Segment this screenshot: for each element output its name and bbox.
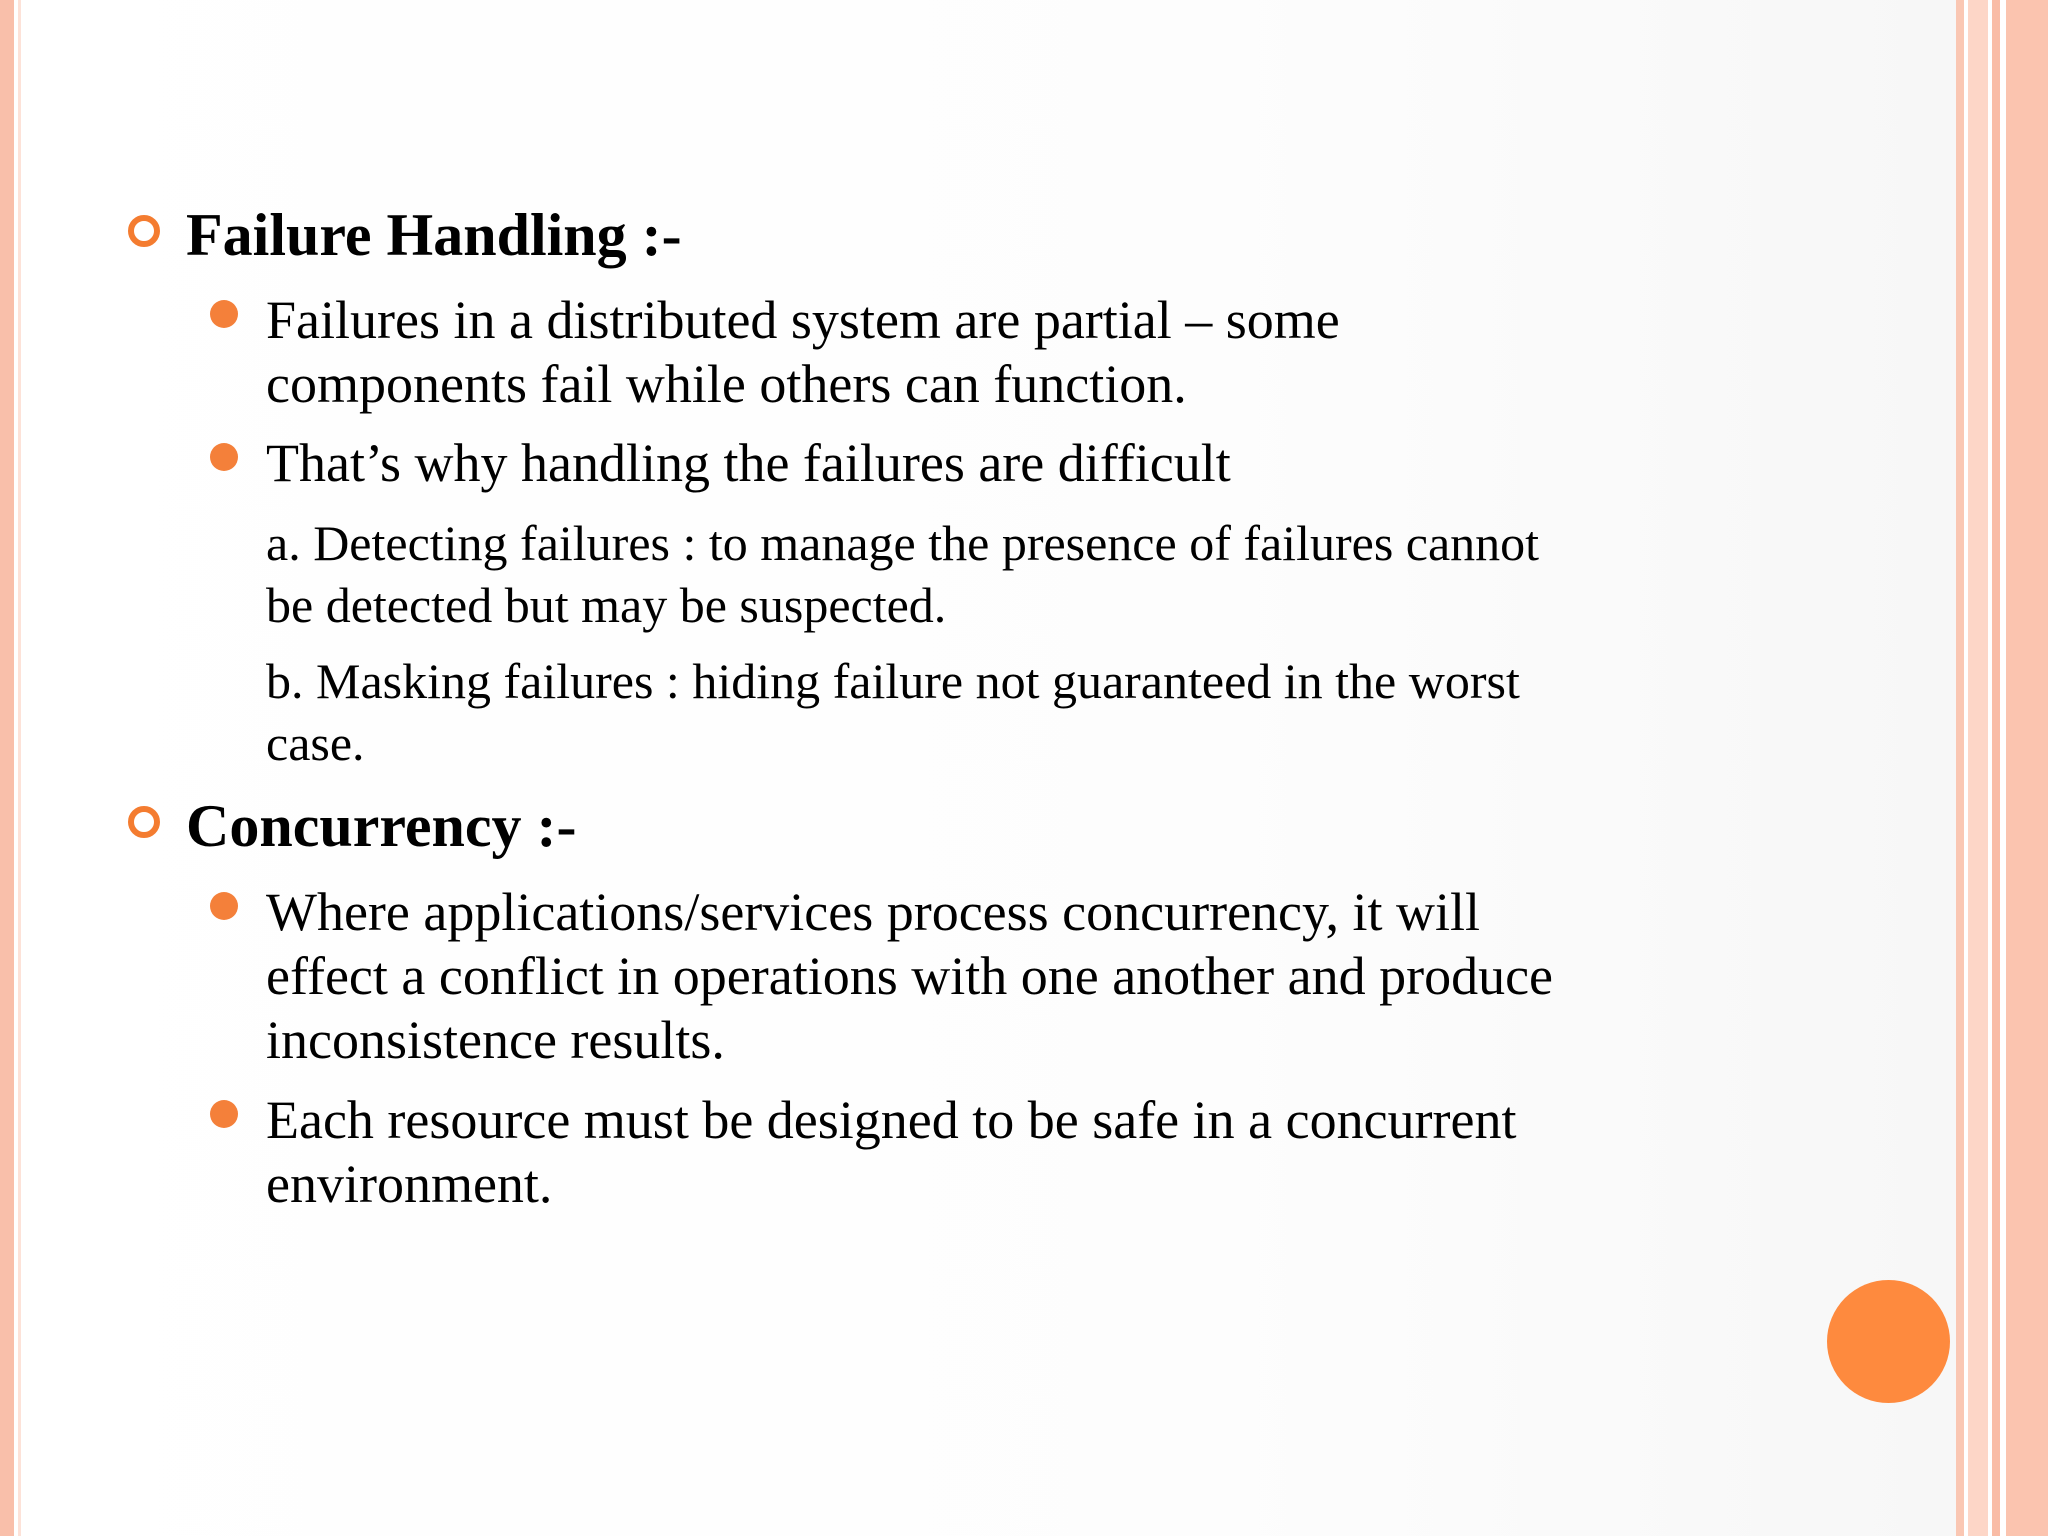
subpoint-line: a. Detecting failures : to manage the presence of failures cannot xyxy=(266,515,1540,571)
filled-circle-icon xyxy=(210,892,238,920)
bullet-line: environment. xyxy=(266,1154,553,1214)
filled-circle-icon xyxy=(210,1100,238,1128)
subpoint-line: case. xyxy=(266,715,365,771)
hollow-circle-icon xyxy=(128,806,160,838)
bullet-line: effect a conflict in operations with one another and produce xyxy=(266,946,1554,1006)
filled-circle-icon xyxy=(210,300,238,328)
orange-circle-icon xyxy=(1827,1280,1950,1403)
subpoint-line: be detected but may be suspected. xyxy=(266,577,947,633)
bullet-line: That’s why handling the failures are difficult xyxy=(266,433,1231,493)
bullet-line: Where applications/services process concurrency, it will xyxy=(266,882,1481,942)
right-decorative-stripe xyxy=(1956,0,1964,1536)
bullet-line: Failures in a distributed system are partial – some xyxy=(266,290,1340,350)
section-heading-failure-handling: Failure Handling :- xyxy=(186,202,682,268)
bullet-line: Each resource must be designed to be safe in a concurrent xyxy=(266,1090,1517,1150)
right-decorative-stripe xyxy=(1968,0,1988,1536)
subpoint-line: b. Masking failures : hiding failure not guaranteed in the worst xyxy=(266,653,1520,709)
left-decorative-stripe xyxy=(0,0,14,1536)
bullet-line: components fail while others can function. xyxy=(266,354,1187,414)
right-decorative-stripe xyxy=(1992,0,2000,1536)
right-decorative-stripe xyxy=(2006,0,2048,1536)
section-heading-concurrency: Concurrency :- xyxy=(186,793,577,859)
bullet-line: inconsistence results. xyxy=(266,1010,725,1070)
hollow-circle-icon xyxy=(128,215,160,247)
left-decorative-thin-stripe xyxy=(18,0,21,1536)
filled-circle-icon xyxy=(210,443,238,471)
